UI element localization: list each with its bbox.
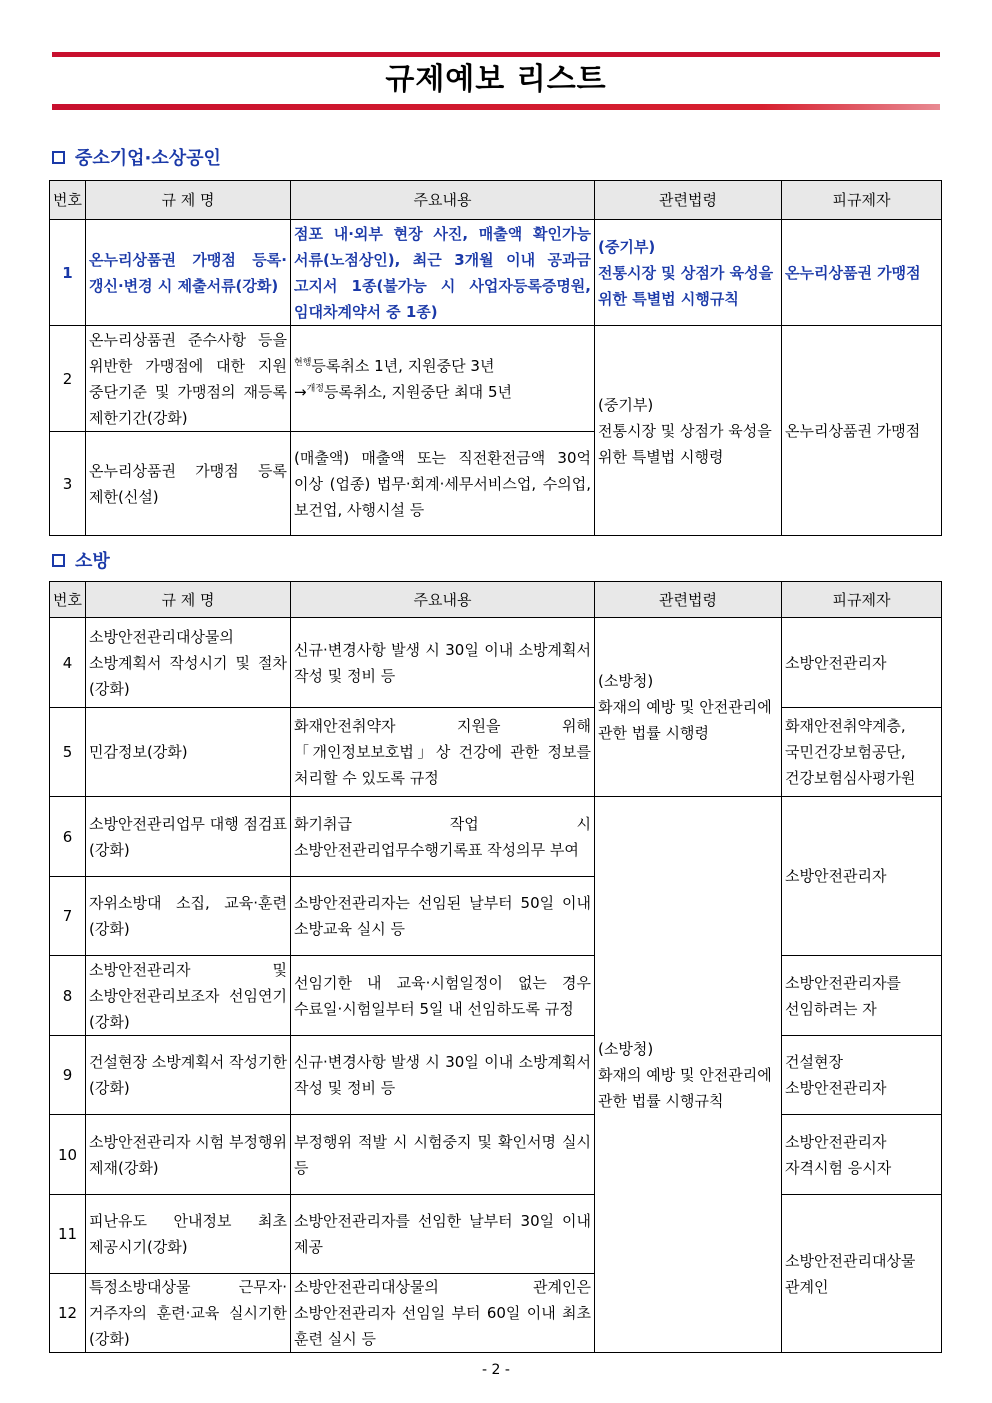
header-content: 주요내용 [291,582,595,618]
checkbox-square-icon [52,151,65,164]
row-name: 건설현장 소방계획서 작성기한(강화) [86,1036,291,1115]
row-target: 소방안전관리자 [782,618,942,708]
row-law: (중기부) 전통시장 및 상점가 육성을 위한 특별법 시행령 [595,326,782,536]
section-heading-text: 소방 [75,551,110,572]
page-title: 규제예보 리스트 [385,62,607,97]
row-target: 소방안전관리자 [782,797,942,956]
table-row [50,1195,942,1274]
row-name: 피난유도 안내정보 최초 제공시기(강화) [86,1195,291,1274]
row-no: 10 [50,1115,86,1195]
row-law: (소방청) 화재의 예방 및 안전관리에 관한 법률 시행규칙 [595,797,782,1353]
title-bottom-rule [52,104,940,110]
row-no: 7 [50,877,86,956]
row-name: 온누리상품권 가맹점 등록·갱신·변경 시 제출서류(강화) [86,220,291,326]
section-heading-sme [52,144,221,170]
arrow-icon: → [294,382,307,401]
row-no: 5 [50,708,86,797]
header-no: 번호 [50,181,86,220]
row-target: 온누리상품권 가맹점 [782,220,942,326]
table-row [50,708,942,797]
row-no: 12 [50,1274,86,1353]
row-name: 자위소방대 소집, 교육·훈련(강화) [86,877,291,956]
row-name: 온누리상품권 준수사항 등을 위반한 가맹점에 대한 지원 중단기준 및 가맹점의 재등록 제한기간(강화) [86,326,291,432]
row-law: (소방청) 화재의 예방 및 안전관리에 관한 법률 시행령 [595,618,782,797]
table-row [50,1115,942,1195]
header-content: 주요내용 [291,181,595,220]
row-content: 소방안전관리자는 선임된 날부터 50일 이내 소방교육 실시 등 [291,877,595,956]
current-label: 현행 [294,357,312,368]
row-name: 소방안전관리자 시험 부정행위 제재(강화) [86,1115,291,1195]
row-target: 소방안전관리자를 선임하려는 자 [782,956,942,1036]
row-content: 소방안전관리자를 선임한 날부터 30일 이내 제공 [291,1195,595,1274]
table-header-row [50,582,942,618]
table-row [50,956,942,1036]
regulation-table-sme [49,180,942,536]
row-target: 소방안전관리대상물 관계인 [782,1195,942,1353]
checkbox-square-icon [52,554,65,567]
header-no: 번호 [50,582,86,618]
row-no: 8 [50,956,86,1036]
row-name: 소방안전관리대상물의 소방계획서 작성시기 및 절차(강화) [86,618,291,708]
row-no: 6 [50,797,86,877]
section-heading-text: 중소기업·소상공인 [75,148,221,169]
row-no: 3 [50,432,86,536]
row-target: 온누리상품권 가맹점 [782,326,942,536]
row-name: 특정소방대상물 근무자·거주자의 훈련·교육 실시기한(강화) [86,1274,291,1353]
table-row [50,797,942,877]
row-content [291,326,595,432]
header-target: 피규제자 [782,582,942,618]
header-name: 규 제 명 [86,181,291,220]
header-name: 규 제 명 [86,582,291,618]
table-row [50,220,942,326]
row-content: 부정행위 적발 시 시험중지 및 확인서명 실시 등 [291,1115,595,1195]
table-row [50,326,942,432]
table-header-row [50,181,942,220]
row-content: 신규·변경사항 발생 시 30일 이내 소방계획서 작성 및 정비 등 [291,618,595,708]
title-top-rule [52,52,940,57]
regulation-table-fire [49,581,942,1353]
row-target: 화재안전취약계층, 국민건강보험공단, 건강보험심사평가원 [782,708,942,797]
page-number: - 2 - [482,1362,510,1378]
row-content: 화재안전취약자 지원을 위해 「개인정보보호법」상 건강에 관한 정보를 처리할 수 있도록 규정 [291,708,595,797]
row-name: 소방안전관리업무 대행 점검표(강화) [86,797,291,877]
row-no: 4 [50,618,86,708]
row-no: 2 [50,326,86,432]
row-target: 소방안전관리자 자격시험 응시자 [782,1115,942,1195]
row-content: 선임기한 내 교육·시험일정이 없는 경우 수료일·시험일부터 5일 내 선임하도록 규정 [291,956,595,1036]
row-no: 11 [50,1195,86,1274]
header-law: 관련법령 [595,181,782,220]
header-law: 관련법령 [595,582,782,618]
revised-label: 개정 [306,383,324,394]
current-text: 등록취소 1년, 지원중단 3년 [311,356,495,375]
row-no: 9 [50,1036,86,1115]
table-row [50,618,942,708]
row-name: 민감정보(강화) [86,708,291,797]
row-target: 건설현장 소방안전관리자 [782,1036,942,1115]
header-target: 피규제자 [782,181,942,220]
row-content: 점포 내·외부 현장 사진, 매출액 확인가능 서류(노점상인), 최근 3개월 이내 공과금 고지서 1종(불가능 시 사업자등록증명원, 임대차계약서 중 1종) [291,220,595,326]
row-law: (중기부) 전통시장 및 상점가 육성을 위한 특별법 시행규칙 [595,220,782,326]
row-content: 신규·변경사항 발생 시 30일 이내 소방계획서 작성 및 정비 등 [291,1036,595,1115]
row-content: (매출액) 매출액 또는 직전환전금액 30억 이상 (업종) 법무·회계·세무서비스업, 수의업, 보건업, 사행시설 등 [291,432,595,536]
table-row [50,1036,942,1115]
row-name: 소방안전관리자 및 소방안전관리보조자 선임연기(강화) [86,956,291,1036]
section-heading-fire [52,547,110,573]
row-name: 온누리상품권 가맹점 등록 제한(신설) [86,432,291,536]
row-no: 1 [50,220,86,326]
revised-text: 등록취소, 지원중단 최대 5년 [323,382,512,401]
row-content: 소방안전관리대상물의 관계인은 소방안전관리자 선임일 부터 60일 이내 최초 훈련 실시 등 [291,1274,595,1353]
row-content: 화기취급 작업 시 소방안전관리업무수행기록표 작성의무 부여 [291,797,595,877]
